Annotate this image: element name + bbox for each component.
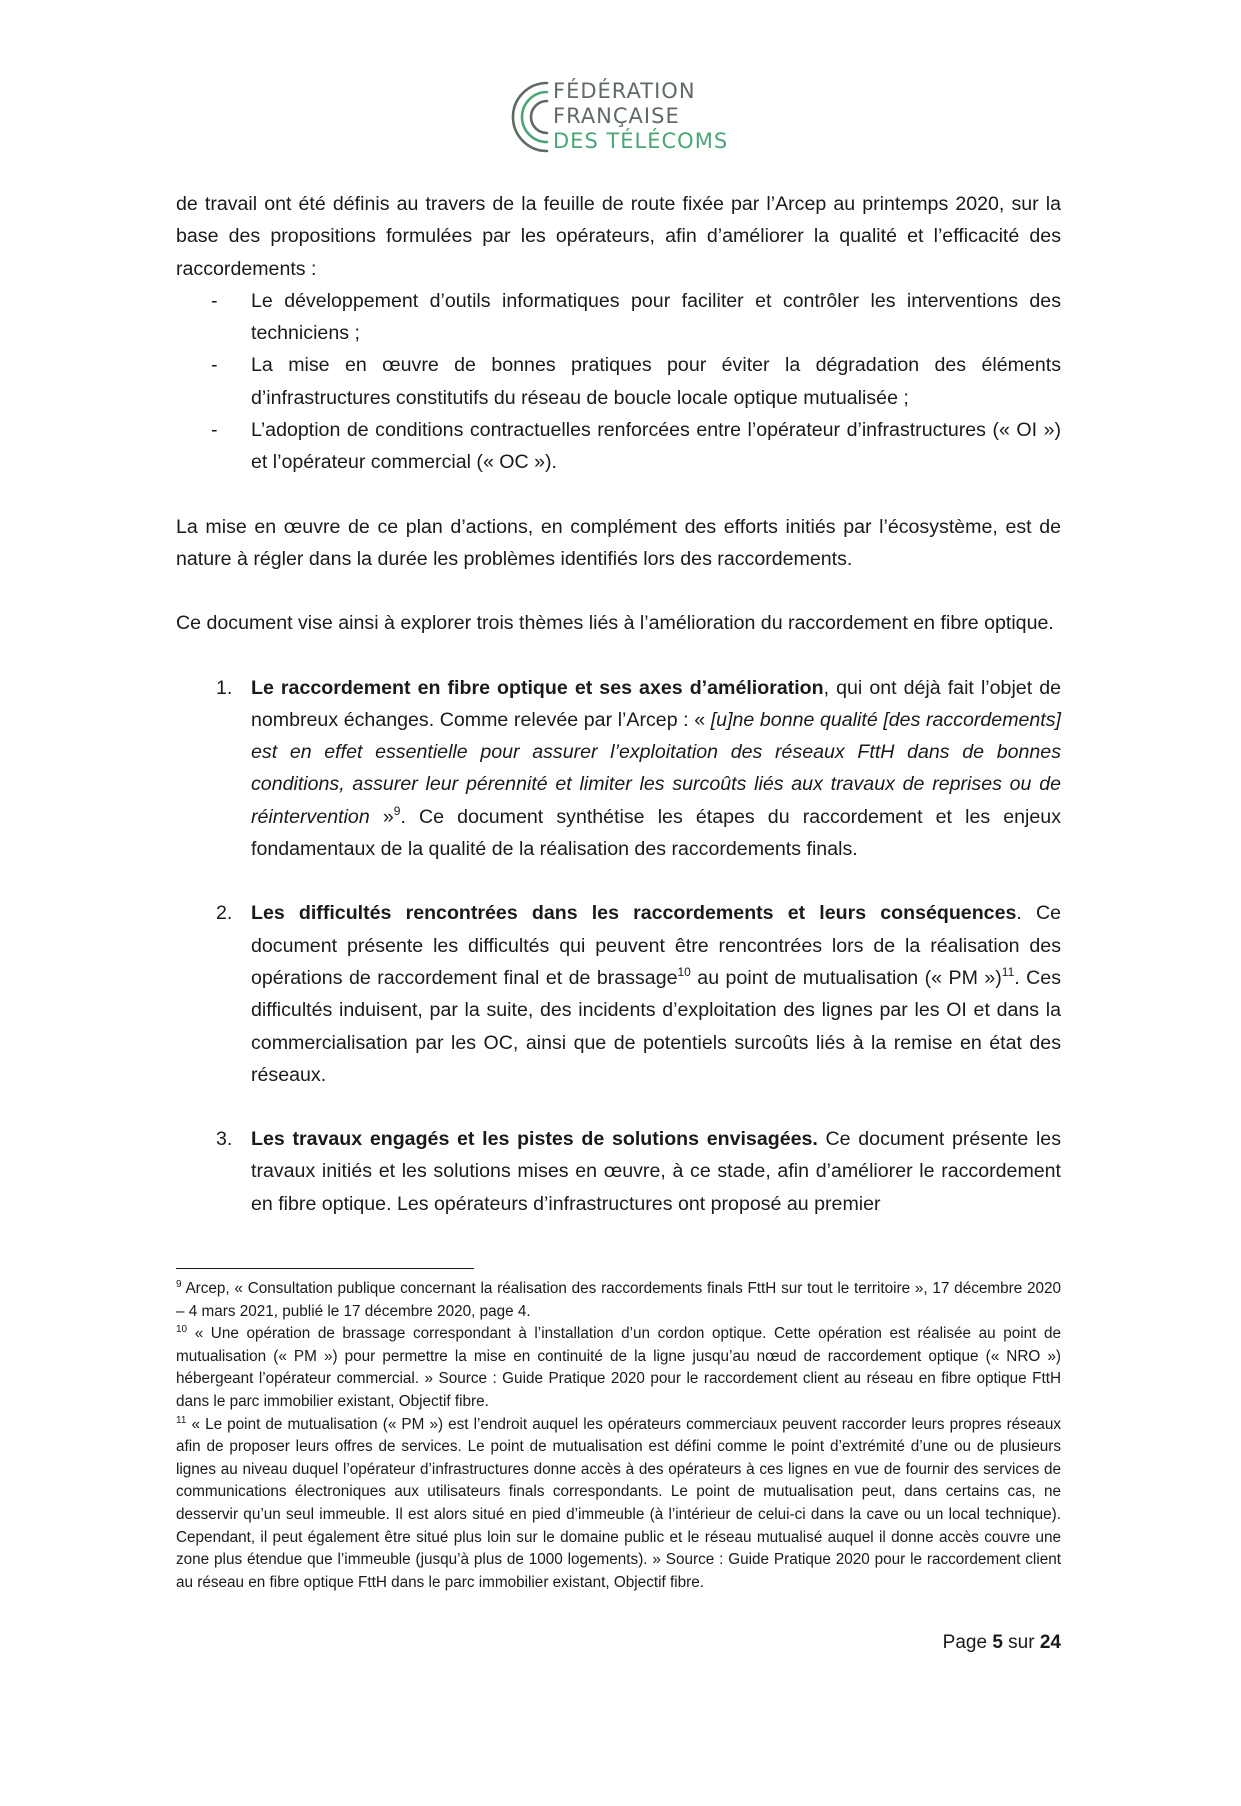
- logo-line-2: FRANÇAISE: [553, 104, 680, 128]
- item-text: , qui ont déjà fait l’objet de nombreux échanges. Comme relevée par l’Arcep : «: [251, 676, 1061, 731]
- footnote-9: [176, 1278, 1061, 1323]
- item-number: 1.: [216, 676, 233, 699]
- footnote-text: Arcep, « Consultation publique concernant la réalisation des raccordements finals FttH sur tout le territoire », 17 décembre 2020 – 4 mars 2021, publié le 17 décembre 2020, page 4.: [176, 1280, 1061, 1320]
- footnotes: [176, 1278, 1061, 1594]
- page-sep: sur: [1002, 1632, 1040, 1653]
- logo-line-1: FÉDÉRATION: [553, 79, 696, 103]
- theme-item-1: [176, 672, 1061, 866]
- item-text: . Ce document synthétise les étapes du raccordement et les enjeux fondamentaux de la qualité de la réalisation des raccordements finals.: [251, 805, 1061, 861]
- item-text: »: [369, 805, 394, 828]
- item-number: 3.: [216, 1128, 233, 1151]
- list-item: [176, 349, 1061, 414]
- footnote-10: [176, 1323, 1061, 1413]
- federation-logo: [505, 75, 735, 160]
- action-list: [176, 285, 1061, 479]
- list-item-text: Le développement d’outils informatiques pour faciliter et contrôler les interventions des techniciens ;: [251, 289, 1061, 345]
- arcep-quote: [u]ne bonne qualité [des raccordements] est en effet essentielle pour assurer l’exploitation des réseaux FttH dans de bonnes conditions, assurer leur pérennité et limiter les surcoûts liés aux travaux de reprises ou de réintervention: [251, 708, 1061, 828]
- list-item: [176, 285, 1061, 350]
- item-text: . Ces difficultés induisent, par la suite, des incidents d’exploitation des lignes par les OI et dans la commercialisation par les OC, ainsi que de potentiels surcoûts liés à la remise en état des réseaux.: [251, 966, 1062, 1086]
- footnote-ref-11[interactable]: 11: [1001, 964, 1015, 979]
- page-number: [900, 1630, 1061, 1656]
- list-item: [176, 414, 1061, 479]
- bullet-marker: -: [211, 289, 218, 312]
- footnote-ref-10[interactable]: 10: [677, 964, 691, 979]
- bullet-marker: -: [211, 354, 218, 377]
- item-heading: Les travaux engagés et les pistes de solutions envisagées.: [251, 1128, 818, 1151]
- document-body: [176, 188, 1061, 1220]
- footnote-separator: [176, 1268, 474, 1269]
- logo-line-3: DES TÉLÉCOMS: [553, 129, 729, 153]
- item-text: au point de mutualisation (« PM »): [690, 966, 1002, 989]
- paragraph-themes: Ce document vise ainsi à explorer trois thèmes liés à l’amélioration du raccordement en fibre optique.: [176, 612, 1054, 635]
- intro-paragraph: de travail ont été définis au travers de la feuille de route fixée par l’Arcep au printemps 2020, sur la base des propositions formulées par les opérateurs, afin d’améliorer la qualité et l’efficacité des raccordements :: [176, 193, 1061, 280]
- themes-list: [176, 672, 1061, 1220]
- theme-item-2: [176, 897, 1061, 1091]
- item-number: 2.: [216, 902, 233, 925]
- item-heading: Les difficultés rencontrées dans les raccordements et leurs conséquences: [251, 902, 1017, 925]
- item-text: Ce document présente les travaux initiés et les solutions mises en œuvre, à ce stade, afin d’améliorer le raccordement en fibre optique. Les opérateurs d’infrastructures ont proposé au premier: [251, 1128, 1062, 1215]
- page-total: 24: [1039, 1632, 1061, 1653]
- footnote-number: 10: [176, 1324, 188, 1336]
- footnote-ref-9[interactable]: 9: [393, 803, 401, 818]
- logo-wordmark: [553, 79, 728, 154]
- footnote-text: « Le point de mutualisation (« PM ») est l’endroit auquel les opérateurs commerciaux peuvent raccorder leurs propres réseaux afin de proposer leurs offres de services. Le point de mutualisation est défini comme le point d’extrémité d’une ou de plusieurs lignes au niveau duquel l’opérateur d’infrastructures donne accès à des opérateurs à ces lignes en vue de fournir des services de communications électroniques aux utilisateurs finals correspondants. Le point de mutualisation peut, dans certains cas, ne desservir qu’un seul immeuble. Il est alors situé en pied d’immeuble (à l’intérieur de celui-ci dans la cave ou un local technique). Cependant, il peut également être situé plus loin sur le domaine public et le réseau mutualisé auquel il donne accès couvre une zone plus étendue que l’immeuble (jusqu’à plus de 1000 logements). » Source : Guide Pratique 2020 pour le raccordement client au réseau en fibre optique FttH dans le parc immobilier existant, Objectif fibre.: [176, 1415, 1061, 1591]
- list-item-text: L’adoption de conditions contractuelles renforcées entre l’opérateur d’infrastructures (« OI ») et l’opérateur commercial (« OC »).: [251, 419, 1061, 474]
- paragraph-plan: La mise en œuvre de ce plan d’actions, en complément des efforts initiés par l’écosystème, est de nature à régler dans la durée les problèmes identifiés lors des raccordements.: [176, 515, 1061, 570]
- footnote-text: « Une opération de brassage correspondant à l’installation d’un cordon optique. Cette opération est réalisée au point de mutualisation (« PM ») pour permettre la mise en continuité de la ligne jusqu’au nœud de raccordement optique (« NRO ») hébergeant l’opérateur commercial. » Source : Guide Pratique 2020 pour le raccordement client au réseau en fibre optique FttH dans le parc immobilier existant, Objectif fibre.: [176, 1325, 1061, 1410]
- theme-item-3: [176, 1123, 1061, 1220]
- page-current: 5: [992, 1632, 1003, 1653]
- bullet-marker: -: [211, 419, 218, 442]
- page-label: Page: [942, 1632, 993, 1653]
- item-text: . Ce document présente les difficultés qui peuvent être rencontrées lors de la réalisation des opérations de raccordement final et de brassage: [251, 902, 1061, 989]
- item-heading: Le raccordement en fibre optique et ses axes d’amélioration: [251, 676, 824, 699]
- footnote-number: 9: [176, 1279, 182, 1290]
- logo-arcs-icon: [505, 75, 553, 160]
- footnote-number: 11: [176, 1414, 187, 1426]
- list-item-text: La mise en œuvre de bonnes pratiques pour éviter la dégradation des éléments d’infrastructures constitutifs du réseau de boucle locale optique mutualisée ;: [251, 354, 1061, 409]
- footnote-11: [176, 1414, 1061, 1595]
